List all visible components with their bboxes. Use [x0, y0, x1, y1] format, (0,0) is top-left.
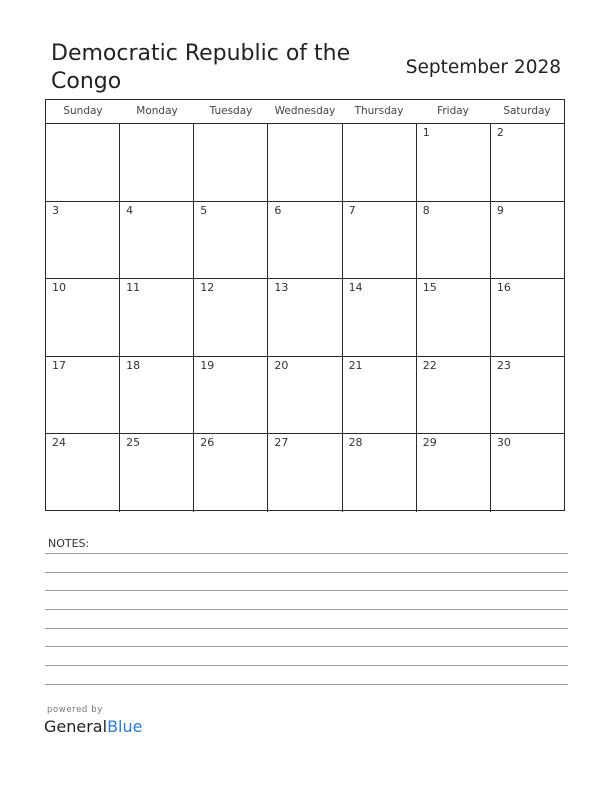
day-cell	[343, 357, 417, 434]
weekday-header-row	[46, 100, 564, 124]
day-cell	[120, 357, 194, 434]
day-number: 17	[52, 358, 66, 372]
note-line	[45, 609, 568, 610]
day-cell	[194, 202, 268, 279]
day-cell	[46, 279, 120, 356]
day-cell	[268, 434, 342, 512]
week-row	[46, 124, 564, 202]
day-cell	[343, 124, 417, 201]
day-cell	[120, 434, 194, 512]
weekday-tuesday: Tuesday	[209, 105, 253, 117]
day-cell	[417, 434, 491, 512]
day-cell	[268, 202, 342, 279]
weekday-friday: Friday	[437, 105, 469, 117]
day-cell	[120, 279, 194, 356]
day-number: 30	[496, 436, 511, 450]
day-number: 11	[126, 281, 141, 295]
note-line	[45, 684, 568, 685]
day-number: 3	[52, 203, 59, 217]
note-line	[45, 665, 568, 666]
day-number: 10	[52, 281, 66, 295]
day-number: 21	[348, 358, 363, 372]
day-cell	[417, 357, 491, 434]
day-number: 18	[126, 358, 141, 372]
day-number: 26	[200, 436, 215, 450]
day-number: 5	[200, 203, 208, 217]
week-row	[46, 357, 564, 435]
day-number: 16	[496, 281, 511, 295]
day-cell	[268, 124, 342, 201]
day-number: 25	[126, 436, 141, 450]
day-number: 19	[200, 358, 215, 372]
day-cell	[417, 124, 491, 201]
notes-label: NOTES:	[48, 537, 90, 550]
weekday-monday: Monday	[136, 105, 178, 117]
calendar-grid	[45, 99, 565, 511]
day-cell	[46, 124, 120, 201]
day-number: 23	[496, 358, 511, 372]
day-number: 20	[274, 358, 289, 372]
day-number: 28	[348, 436, 363, 450]
day-cell	[194, 434, 268, 512]
day-number: 4	[126, 203, 134, 217]
note-line	[45, 628, 568, 629]
day-cell	[46, 434, 120, 512]
day-cell	[491, 434, 564, 512]
day-cell	[343, 279, 417, 356]
day-cell	[491, 202, 564, 279]
day-cell	[491, 279, 564, 356]
day-cell	[120, 202, 194, 279]
day-number: 13	[274, 281, 289, 295]
day-number: 14	[348, 281, 363, 295]
weekday-wednesday: Wednesday	[274, 105, 336, 117]
note-line	[45, 572, 568, 573]
brand-blue: Blue	[107, 717, 143, 736]
day-number: 22	[422, 358, 437, 372]
day-cell	[491, 124, 564, 201]
day-cell	[343, 434, 417, 512]
day-number: 12	[200, 281, 215, 295]
weekday-sunday: Sunday	[63, 105, 103, 117]
calendar-month: September 2028	[405, 57, 561, 78]
day-cell	[194, 124, 268, 201]
note-line	[45, 646, 568, 647]
week-row	[46, 202, 564, 280]
day-number: 24	[52, 436, 66, 450]
day-cell	[120, 124, 194, 201]
generalblue-logo[interactable]	[44, 717, 142, 736]
week-row	[46, 434, 564, 512]
day-number: 8	[422, 203, 430, 217]
day-cell	[491, 357, 564, 434]
day-cell	[417, 279, 491, 356]
day-cell	[46, 357, 120, 434]
note-line	[45, 590, 568, 591]
day-number: 27	[274, 436, 289, 450]
day-number: 2	[496, 126, 504, 139]
day-number: 29	[422, 436, 437, 450]
day-number: 6	[274, 203, 282, 217]
brand-general: General	[44, 717, 108, 736]
day-number: 9	[496, 203, 504, 217]
day-cell	[194, 279, 268, 356]
day-number: 7	[348, 203, 356, 217]
calendar-title: Democratic Republic of the Congo	[51, 41, 351, 94]
day-number: 1	[422, 126, 430, 139]
day-cell	[46, 202, 120, 279]
week-row	[46, 279, 564, 357]
day-number: 15	[422, 281, 437, 295]
day-cell	[417, 202, 491, 279]
note-line	[45, 553, 568, 554]
day-cell	[194, 357, 268, 434]
day-cell	[268, 357, 342, 434]
day-cell	[268, 279, 342, 356]
weekday-saturday: Saturday	[503, 105, 551, 117]
powered-by-text: powered by	[47, 705, 103, 715]
weekday-thursday: Thursday	[354, 105, 404, 117]
day-cell	[343, 202, 417, 279]
